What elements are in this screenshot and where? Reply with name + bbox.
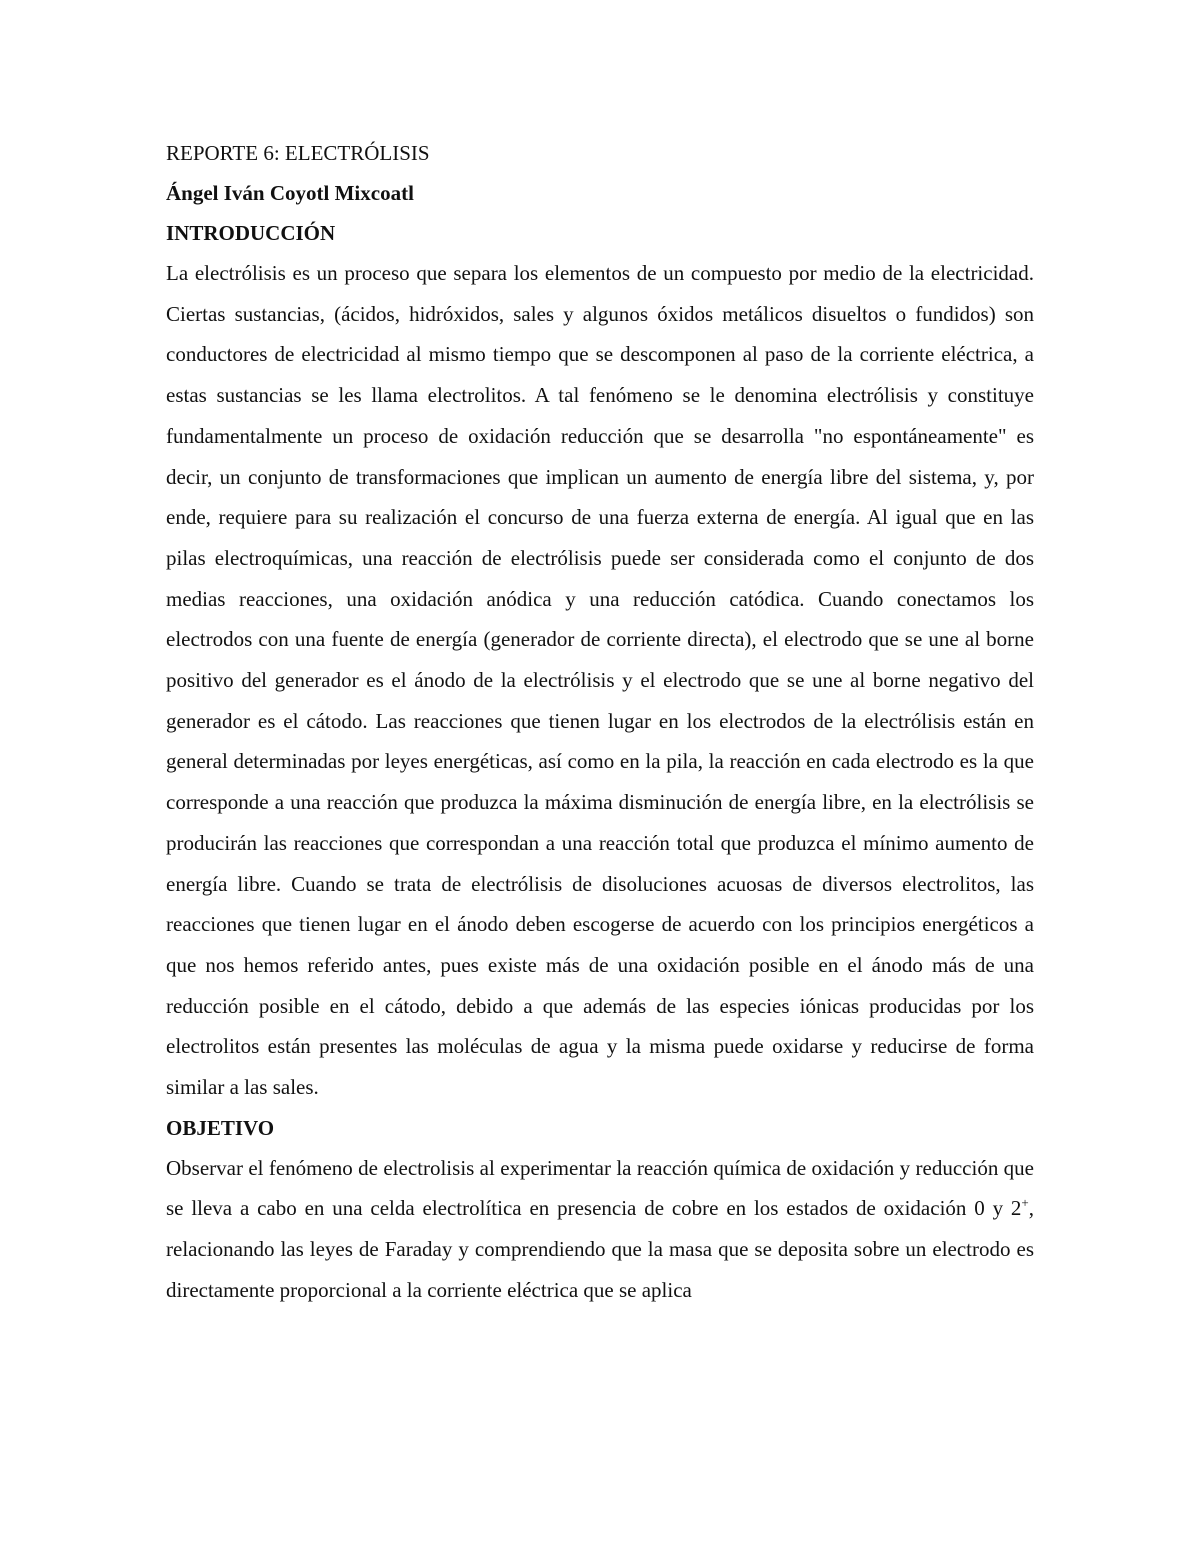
document-author: Ángel Iván Coyotl Mixcoatl	[166, 181, 414, 205]
section-body-objetivo	[166, 1148, 1034, 1311]
section-heading-objetivo: OBJETIVO	[166, 1115, 275, 1140]
section-body-introduccion: La electrólisis es un proceso que separa los elementos de un compuesto por medio de la electricidad. Ciertas sustancias, (ácidos, hidróxidos, sales y algunos óxidos metálicos disueltos o fundidos) son conductores de electricidad al mismo tiempo que se descomponen al paso de la corriente eléctrica, a estas sustancias se les llama electrolitos. A tal fenómeno se le denomina electrólisis y constituye fundamentalmente un proceso de oxidación reducción que se desarrolla "no espontáneamente" es decir, un conjunto de transformaciones que implican un aumento de energía libre del sistema, y, por ende, requiere para su realización el concurso de una fuerza externa de energía. Al igual que en las pilas electroquímicas, una reacción de electrólisis puede ser considerada como el conjunto de dos medias reacciones, una oxidación anódica y una reducción catódica. Cuando conectamos los electrodos con una fuente de energía (generador de corriente directa), el electrodo que se une al borne positivo del generador es el ánodo de la electrólisis y el electrodo que se une al borne negativo del generador es el cátodo. Las reacciones que tienen lugar en los electrodos de la electrólisis están en general determinadas por leyes energéticas, así como en la pila, la reacción en cada electrodo es la que corresponde a una reacción que produzca la máxima disminución de energía libre, en la electrólisis se producirán las reacciones que correspondan a una reacción total que produzca el mínimo aumento de energía libre. Cuando se trata de electrólisis de disoluciones acuosas de diversos electrolitos, las reacciones que tienen lugar en el ánodo deben escogerse de acuerdo con los principios energéticos a que nos hemos referido antes, pues existe más de una oxidación posible en el ánodo más de una reducción posible en el cátodo, debido a que además de las especies iónicas producidas por los electrolitos están presentes las moléculas de agua y la misma puede oxidarse y reducirse de forma similar a las sales.	[166, 261, 1034, 1100]
document-title: REPORTE 6: ELECTRÓLISIS	[166, 141, 430, 165]
section-heading-introduccion: INTRODUCCIÓN	[166, 221, 336, 245]
objetivo-text-part-2: , relacionando las leyes de Faraday y comprendiendo que la masa que se deposita sobre un electrodo es directamente proporcional a la corriente eléctrica que se aplica	[166, 1196, 1034, 1302]
document-content	[166, 133, 1034, 1311]
objetivo-text-part-1: Observar el fenómeno de electrolisis al experimentar la reacción química de oxidación y reducción que se lleva a cabo en una celda electrolítica en presencia de cobre en los estados de oxidación 0 y 2	[166, 1155, 1034, 1221]
charge-superscript: +	[1021, 1195, 1029, 1211]
